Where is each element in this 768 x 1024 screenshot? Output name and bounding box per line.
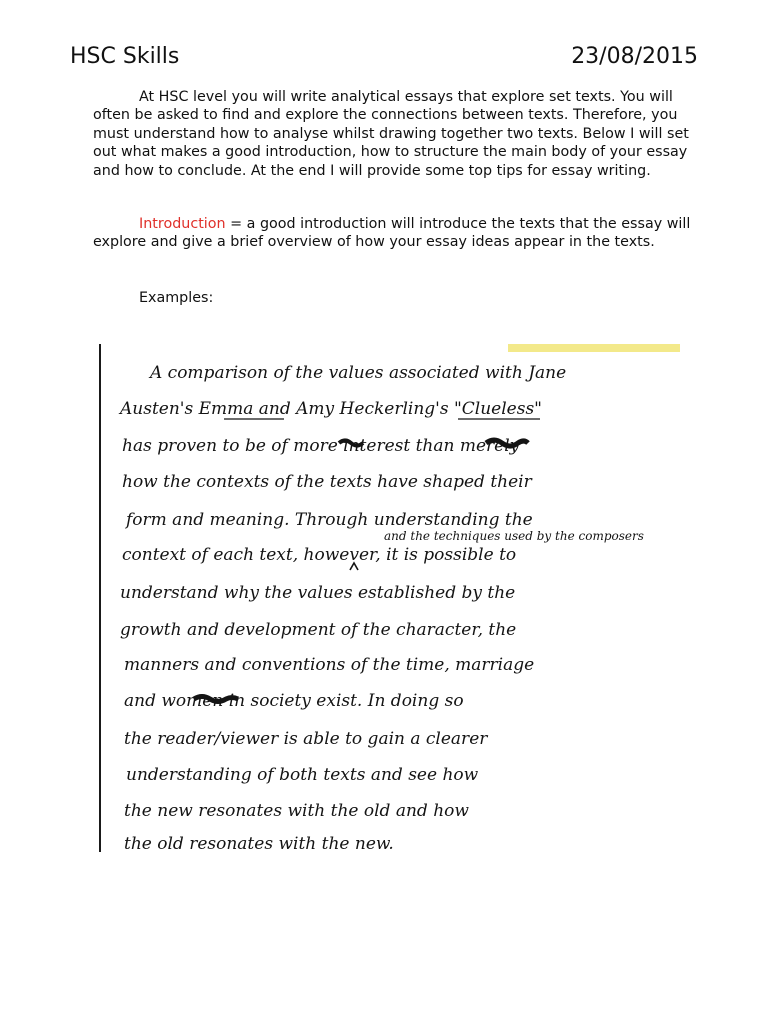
handwritten-line: the reader/viewer is able to gain a clearer: [124, 729, 488, 749]
handwritten-line: how the contexts of the texts have shaped their: [122, 472, 532, 492]
handwritten-line: manners and conventions of the time, marriage: [124, 655, 535, 675]
introduction-definition-paragraph: [93, 215, 693, 252]
page-date: 23/08/2015: [571, 44, 698, 69]
introduction-label: Introduction: [139, 216, 226, 232]
page-title: HSC Skills: [70, 44, 180, 69]
handwritten-line: the new resonates with the old and how: [124, 801, 469, 821]
handwritten-line: A comparison of the values associated with Jane: [150, 363, 567, 383]
handwritten-insertion: and the techniques used by the composers: [384, 529, 644, 543]
handwritten-line: has proven to be of more interest than merely: [122, 436, 520, 456]
handwritten-line: context of each text, however, it is possible to: [122, 545, 517, 565]
handwritten-example-image: [98, 340, 680, 852]
examples-label: Examples:: [139, 290, 214, 306]
handwritten-line: form and meaning. Through understanding the: [126, 510, 533, 530]
handwritten-line: and women in society exist. In doing so: [124, 691, 464, 711]
handwritten-line: growth and development of the character, the: [120, 620, 517, 640]
handwritten-line: the old resonates with the new.: [124, 834, 394, 852]
highlight-mark: [508, 344, 680, 352]
handwritten-line: Austen's Emma and Amy Heckerling's "Clueless": [120, 399, 542, 419]
handwritten-line: understand why the values established by the: [120, 583, 516, 603]
handwritten-line: understanding of both texts and see how: [126, 765, 479, 785]
introduction-definition-text: = a good introduction will introduce the texts that the essay will explore and give a brief overview of how your essay ideas appear in the texts.: [93, 216, 691, 251]
handwritten-example-scan: [98, 340, 680, 852]
page-header: [70, 40, 698, 76]
intro-paragraph: At HSC level you will write analytical essays that explore set texts. You will often be asked to find and explore the connections between texts. Therefore, you must understand how to analyse whilst drawing together two texts. Below I will set out what makes a good introduction, how to structure the main body of your essay and how to conclude. At the end I will provide some top tips for essay writing.: [93, 89, 689, 179]
